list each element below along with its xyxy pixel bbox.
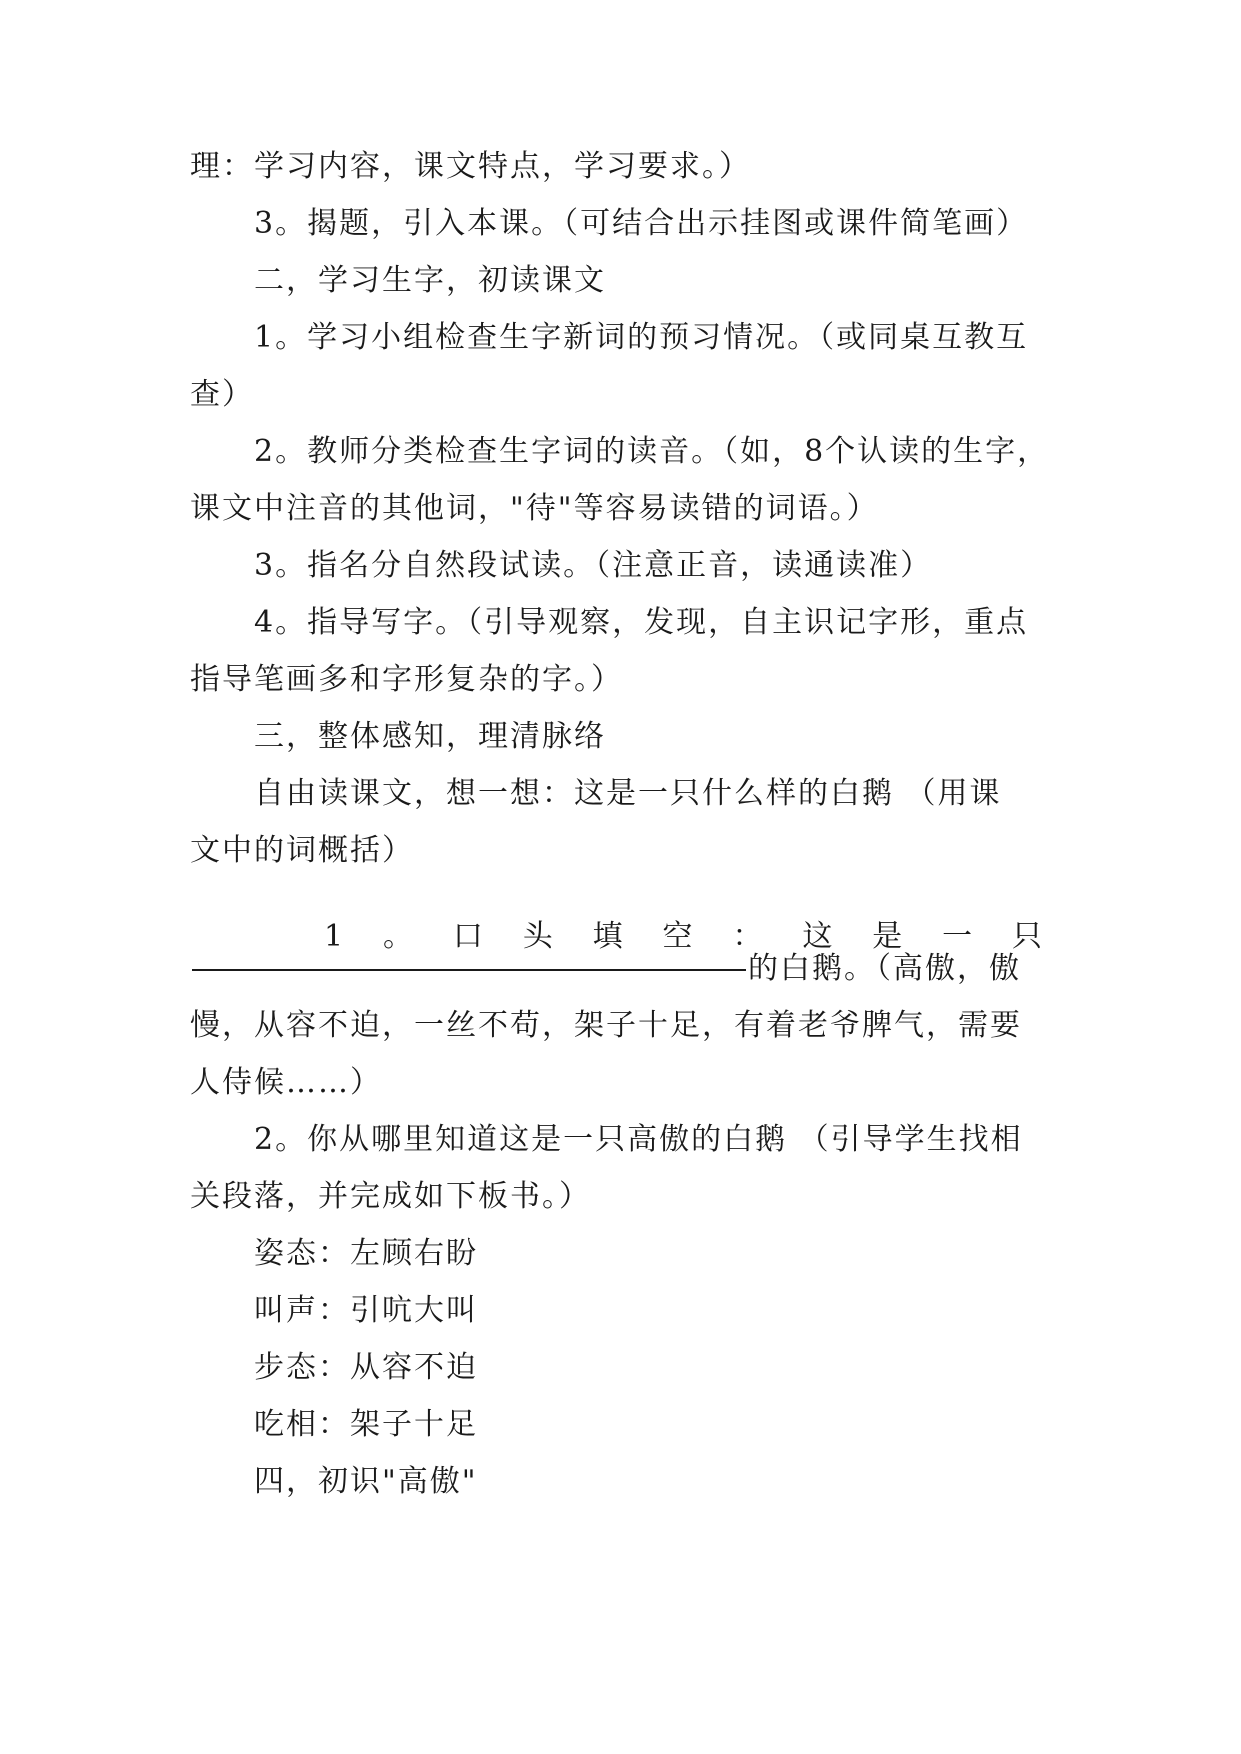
fill-blank-token: 。 xyxy=(382,919,415,954)
paragraph-line: 自由读课文，想一想：这是一只什么样的白鹅 （用课 xyxy=(254,776,1002,811)
section-heading: 四，初识"高傲" xyxy=(254,1464,478,1499)
fill-blank-token: 填 xyxy=(592,919,625,954)
paragraph-line: 关段落，并完成如下板书。） xyxy=(190,1179,591,1214)
section-heading: 三，整体感知，理清脉络 xyxy=(254,719,606,754)
paragraph-line: 课文中注音的其他词，"待"等容易读错的词语。） xyxy=(190,491,879,526)
fill-blank-token: 空 xyxy=(662,919,695,954)
board-note-posture: 姿态：左顾右盼 xyxy=(254,1236,478,1271)
fill-blank-token: ： xyxy=(732,919,765,954)
section-heading: 二，学习生字，初读课文 xyxy=(254,263,606,298)
fill-blank-token: 口 xyxy=(452,919,485,954)
board-note-gait: 步态：从容不迫 xyxy=(254,1350,478,1385)
paragraph-line: 2。你从哪里知道这是一只高傲的白鹅 （引导学生找相 xyxy=(254,1122,1023,1157)
paragraph-line: 3。揭题，引入本课。（可结合出示挂图或课件简笔画） xyxy=(254,206,1029,241)
board-note-call: 叫声：引吭大叫 xyxy=(254,1293,478,1328)
fill-blank-token: 这 xyxy=(802,919,835,954)
paragraph-line: 的白鹅。（高傲，傲 xyxy=(748,951,1021,986)
fill-blank-token: 是 xyxy=(872,919,905,954)
paragraph-line: 慢，从容不迫，一丝不苟，架子十足，有着老爷脾气，需要 xyxy=(190,1008,1022,1043)
paragraph-line: 指导笔画多和字形复杂的字。） xyxy=(190,662,623,697)
fill-blank-token: 一 xyxy=(942,919,975,954)
paragraph-line: 3。指名分自然段试读。（注意正音，读通读准） xyxy=(254,548,933,583)
paragraph-line: 理：学习内容，课文特点，学习要求。） xyxy=(190,149,751,184)
fill-blank-token: 只 xyxy=(1012,919,1044,954)
paragraph-line: 文中的词概括） xyxy=(190,833,414,868)
board-note-eating: 吃相：架子十足 xyxy=(254,1407,478,1442)
paragraph-line: 人侍候……） xyxy=(190,1065,382,1100)
paragraph-line: 2。教师分类检查生字词的读音。（如，8个认读的生字， xyxy=(254,434,1050,469)
paragraph-line: 4。指导写字。（引导观察，发现，自主识记字形，重点 xyxy=(254,605,1029,640)
fill-blank-token: 1 xyxy=(324,919,346,954)
fill-blank-underline xyxy=(192,969,746,971)
fill-blank-token: 头 xyxy=(522,919,555,954)
paragraph-line: 1。学习小组检查生字新词的预习情况。（或同桌互教互 xyxy=(254,320,1029,355)
paragraph-line: 查） xyxy=(190,377,254,412)
